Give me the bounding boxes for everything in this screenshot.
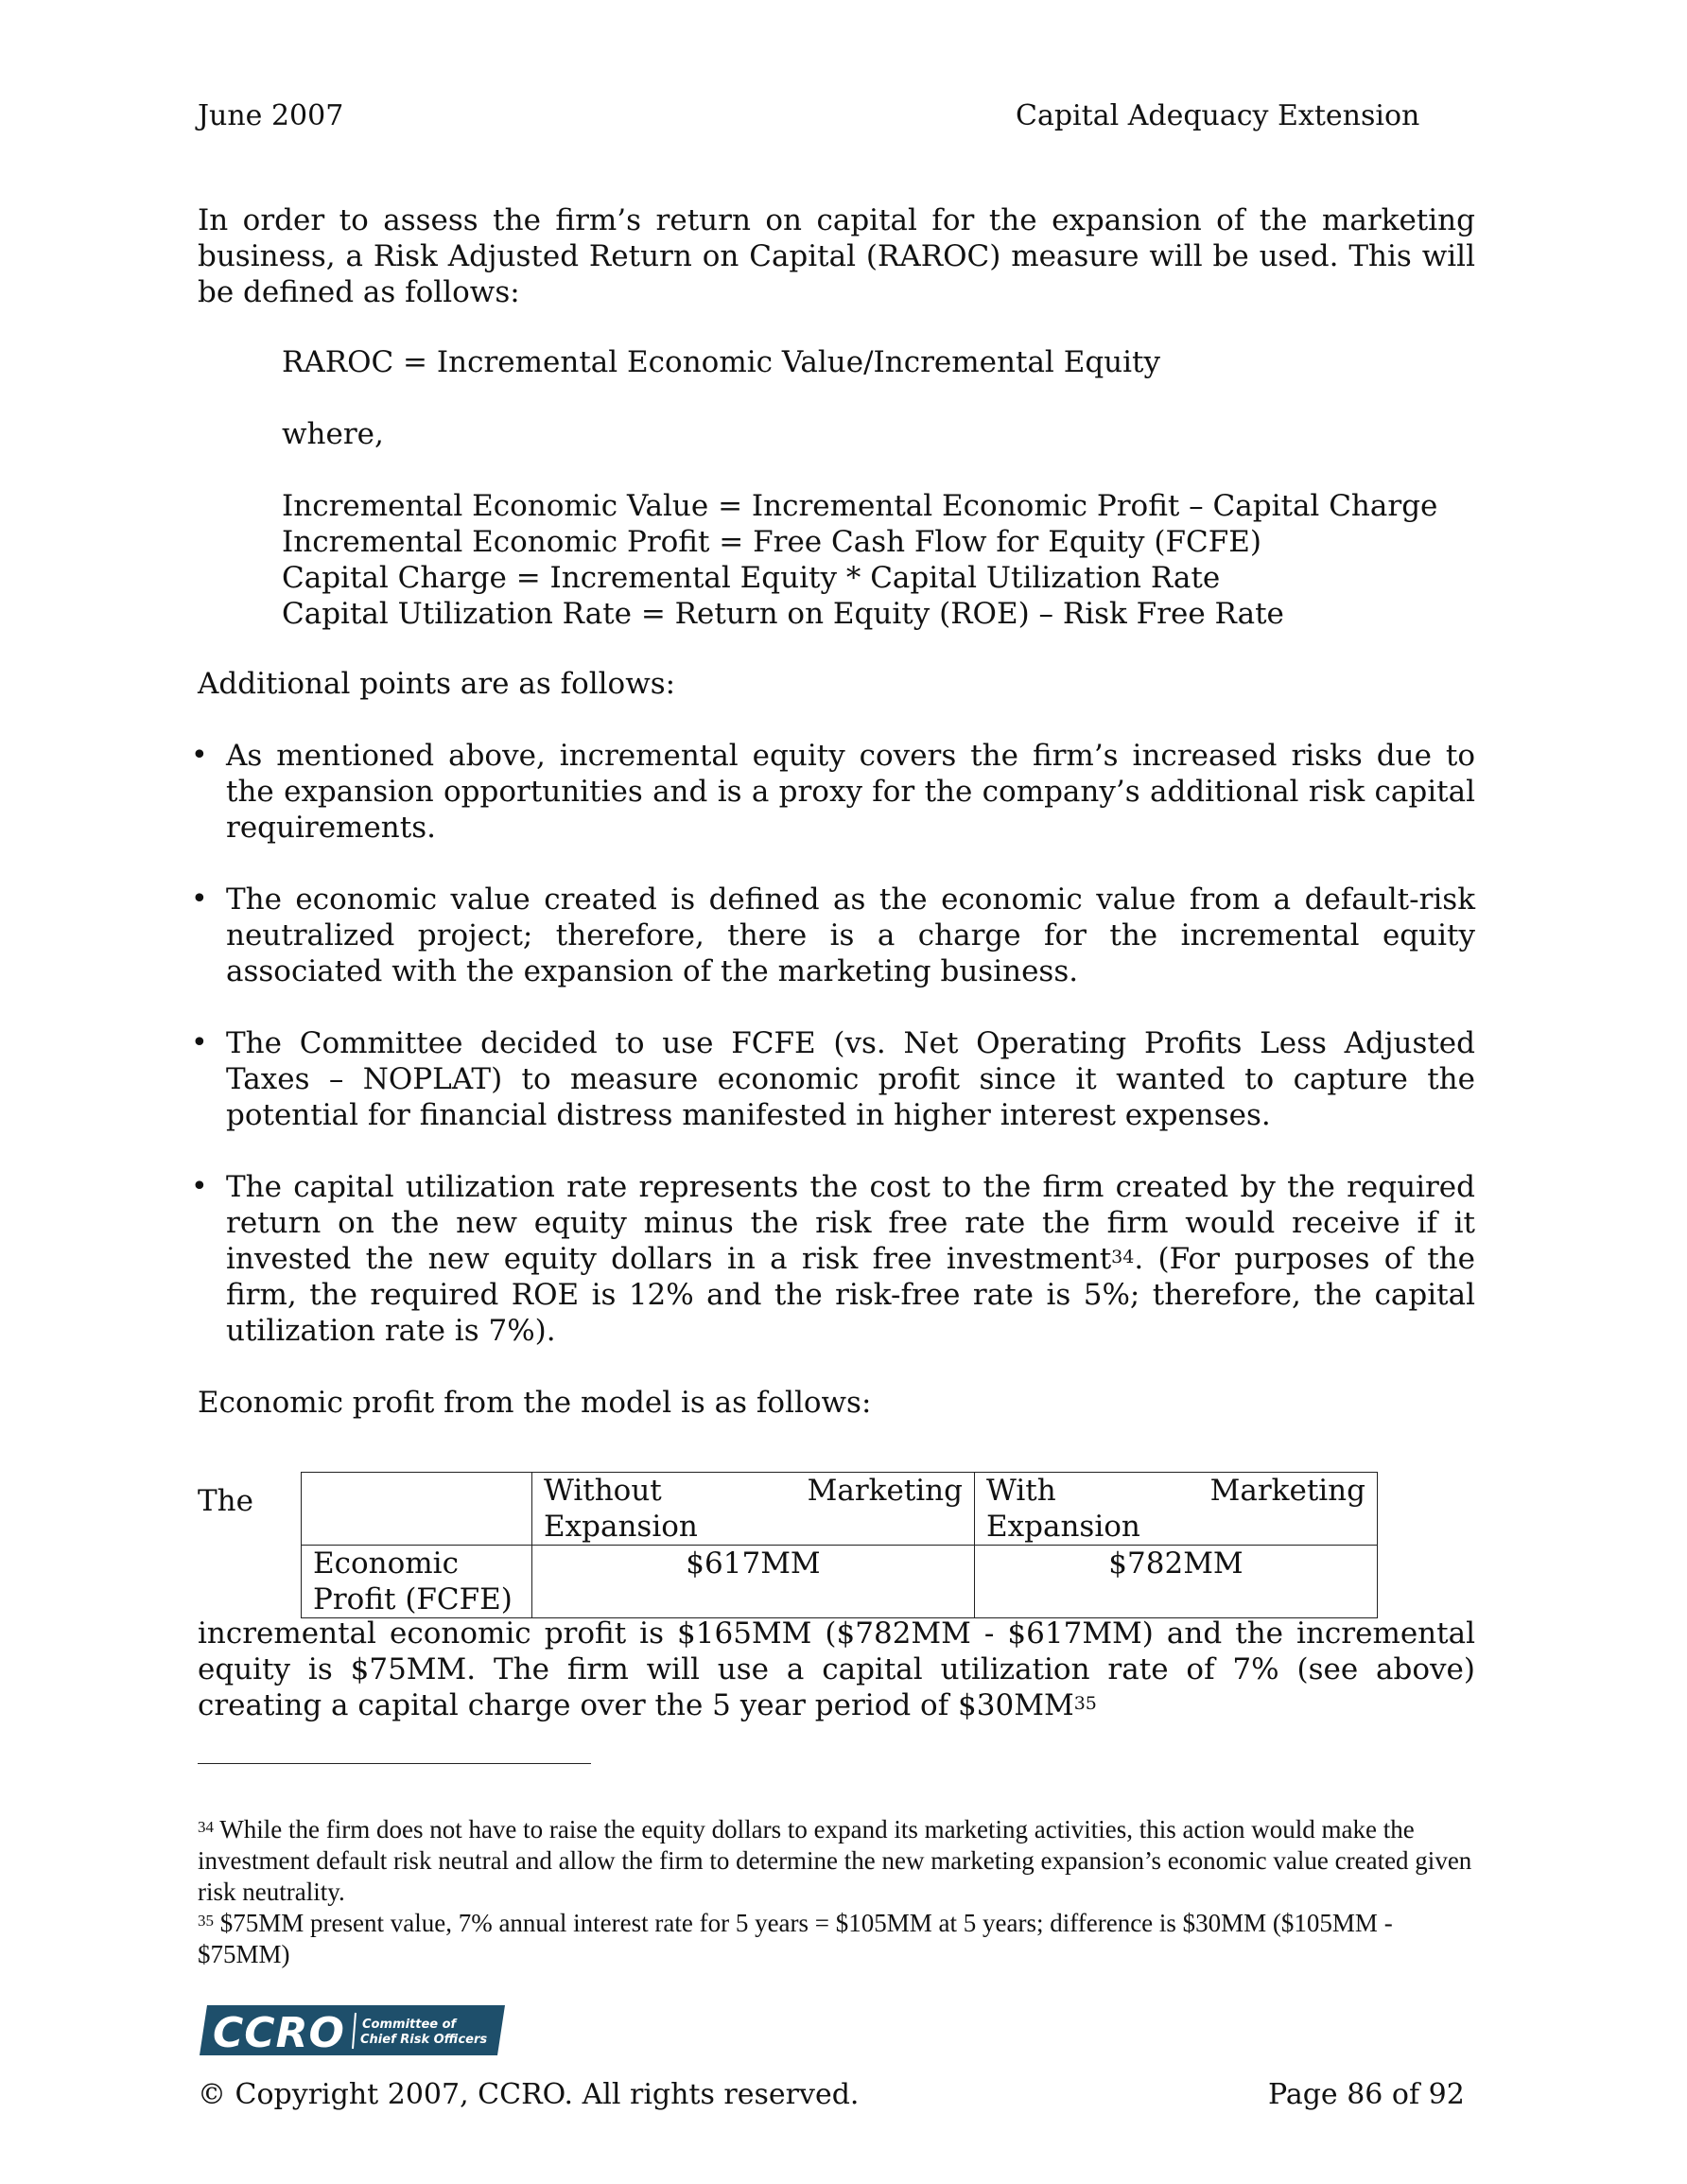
- footnote-separator: [198, 1763, 591, 1764]
- economic-profit-table: [301, 1472, 1378, 1618]
- intro-paragraph: In order to assess the firm’s return on capital for the expansion of the marketing business, a Risk Adjusted Return on Capital (RAROC) measure will be used. This will be defined as follows:: [198, 203, 1475, 309]
- bullet-text: As mentioned above, incremental equity covers the firm’s increased risks due to the expansion opportunities and is a proxy for the company’s additional risk capital requirements.: [226, 739, 1475, 845]
- bullet-item: [189, 1169, 1475, 1349]
- table-corner-cell: [302, 1473, 532, 1546]
- economic-profit-heading: Economic profit from the model is as follows:: [198, 1386, 872, 1420]
- footnote-text: While the firm does not have to raise the equity dollars to expand its marketing activities, this action would make the investment default risk neutral and allow the firm to determine the new marketing expansion’s economic value created given risk neutrality.: [198, 1815, 1472, 1906]
- formula-block: [282, 344, 1475, 632]
- logo-line-2: Chief Risk Officers: [360, 2033, 488, 2047]
- table-lead-word: The: [198, 1484, 253, 1518]
- footnote-35: [198, 1908, 1475, 1970]
- raroc-formula: RAROC = Incremental Economic Value/Incremental Equity: [282, 345, 1161, 379]
- bullet-text: [226, 1169, 1475, 1349]
- definition-line: Incremental Economic Value = Incremental Economic Profit – Capital Charge: [282, 489, 1438, 523]
- definition-line: Capital Utilization Rate = Return on Equity (ROE) – Risk Free Rate: [282, 597, 1284, 631]
- footnote-number: 35: [198, 1912, 214, 1930]
- definition-line: Incremental Economic Profit = Free Cash Flow for Equity (FCFE): [282, 525, 1261, 559]
- footnote-text: $75MM present value, 7% annual interest rate for 5 years = $105MM at 5 years; difference is $30MM ($105MM - $75MM): [198, 1909, 1393, 1968]
- header-word: With: [986, 1474, 1056, 1508]
- header-word: Marketing: [1209, 1474, 1365, 1508]
- header-word: Expansion: [544, 1510, 698, 1544]
- formula-definitions: [282, 488, 1475, 632]
- bullet-text: The economic value created is defined as the economic value from a default-risk neutralized project; therefore, there is a charge for the incremental equity associated with the expansion of the marketing business.: [226, 882, 1475, 988]
- bullet-item: [189, 1025, 1475, 1133]
- table-row-label: [302, 1546, 532, 1618]
- conclusion-text: incremental economic profit is $165MM ($782MM - $617MM) and the incremental equity is $75MM. The firm will use a capital utilization rate of 7% (see above) creating a capital charge over the 5 year period of $30MM: [198, 1616, 1475, 1722]
- bullet-list: [189, 738, 1475, 1349]
- logo-mark: CCRO: [213, 2009, 345, 2055]
- additional-points-heading: Additional points are as follows:: [198, 667, 676, 701]
- row-label-line: Profit (FCFE): [313, 1582, 513, 1616]
- footnote-number: 34: [198, 1818, 214, 1836]
- footnote-34: [198, 1814, 1475, 1908]
- bullet-text: The Committee decided to use FCFE (vs. Net Operating Profits Less Adjusted Taxes – NOPLAT) to measure economic profit since it wanted to capture the potential for financial distress manifested in higher interest expenses.: [226, 1026, 1475, 1132]
- footnote-ref-34[interactable]: 34: [1111, 1247, 1135, 1267]
- table-row: [302, 1546, 1378, 1618]
- bullet-text-part: The capital utilization rate represents the cost to the firm created by the required return on the new equity minus the risk free rate the firm would receive if it invested the new equity dollars in a risk free investment: [226, 1170, 1475, 1276]
- header-word: Expansion: [986, 1510, 1140, 1544]
- bullet-text-part: . (For purposes of the firm, the required ROE is 12% and the risk-free rate is 5%; therefore, the capital utilization rate is 7%).: [226, 1242, 1475, 1348]
- bullet-icon: •: [191, 1026, 208, 1059]
- footer-copyright: © Copyright 2007, CCRO. All rights reserved.: [198, 2078, 860, 2111]
- bullet-icon: •: [191, 882, 208, 916]
- bullet-icon: •: [191, 739, 208, 772]
- table-header-row: [302, 1473, 1378, 1546]
- definition-line: Capital Charge = Incremental Equity * Capital Utilization Rate: [282, 561, 1221, 595]
- header-title: Capital Adequacy Extension: [1016, 99, 1420, 132]
- bullet-item: [189, 738, 1475, 846]
- table-cell-without-value: $617MM: [532, 1546, 975, 1618]
- bullet-icon: •: [191, 1170, 208, 1203]
- where-label: where,: [282, 417, 384, 451]
- ccro-logo: [200, 2005, 505, 2055]
- table-cell-with-value: $782MM: [975, 1546, 1378, 1618]
- footnote-ref-35[interactable]: 35: [1073, 1693, 1097, 1714]
- footnotes: [198, 1814, 1475, 1970]
- conclusion-paragraph: [198, 1616, 1475, 1723]
- footer-page-number: Page 86 of 92: [1268, 2078, 1465, 2111]
- row-label-line: Economic: [313, 1546, 459, 1581]
- header-date: June 2007: [198, 99, 344, 132]
- header-word: Marketing: [807, 1474, 963, 1508]
- table-header-without: [532, 1473, 975, 1546]
- table-header-with: [975, 1473, 1378, 1546]
- bullet-item: [189, 882, 1475, 989]
- logo-line-1: Committee of: [362, 2018, 457, 2032]
- header-word: Without: [544, 1474, 662, 1508]
